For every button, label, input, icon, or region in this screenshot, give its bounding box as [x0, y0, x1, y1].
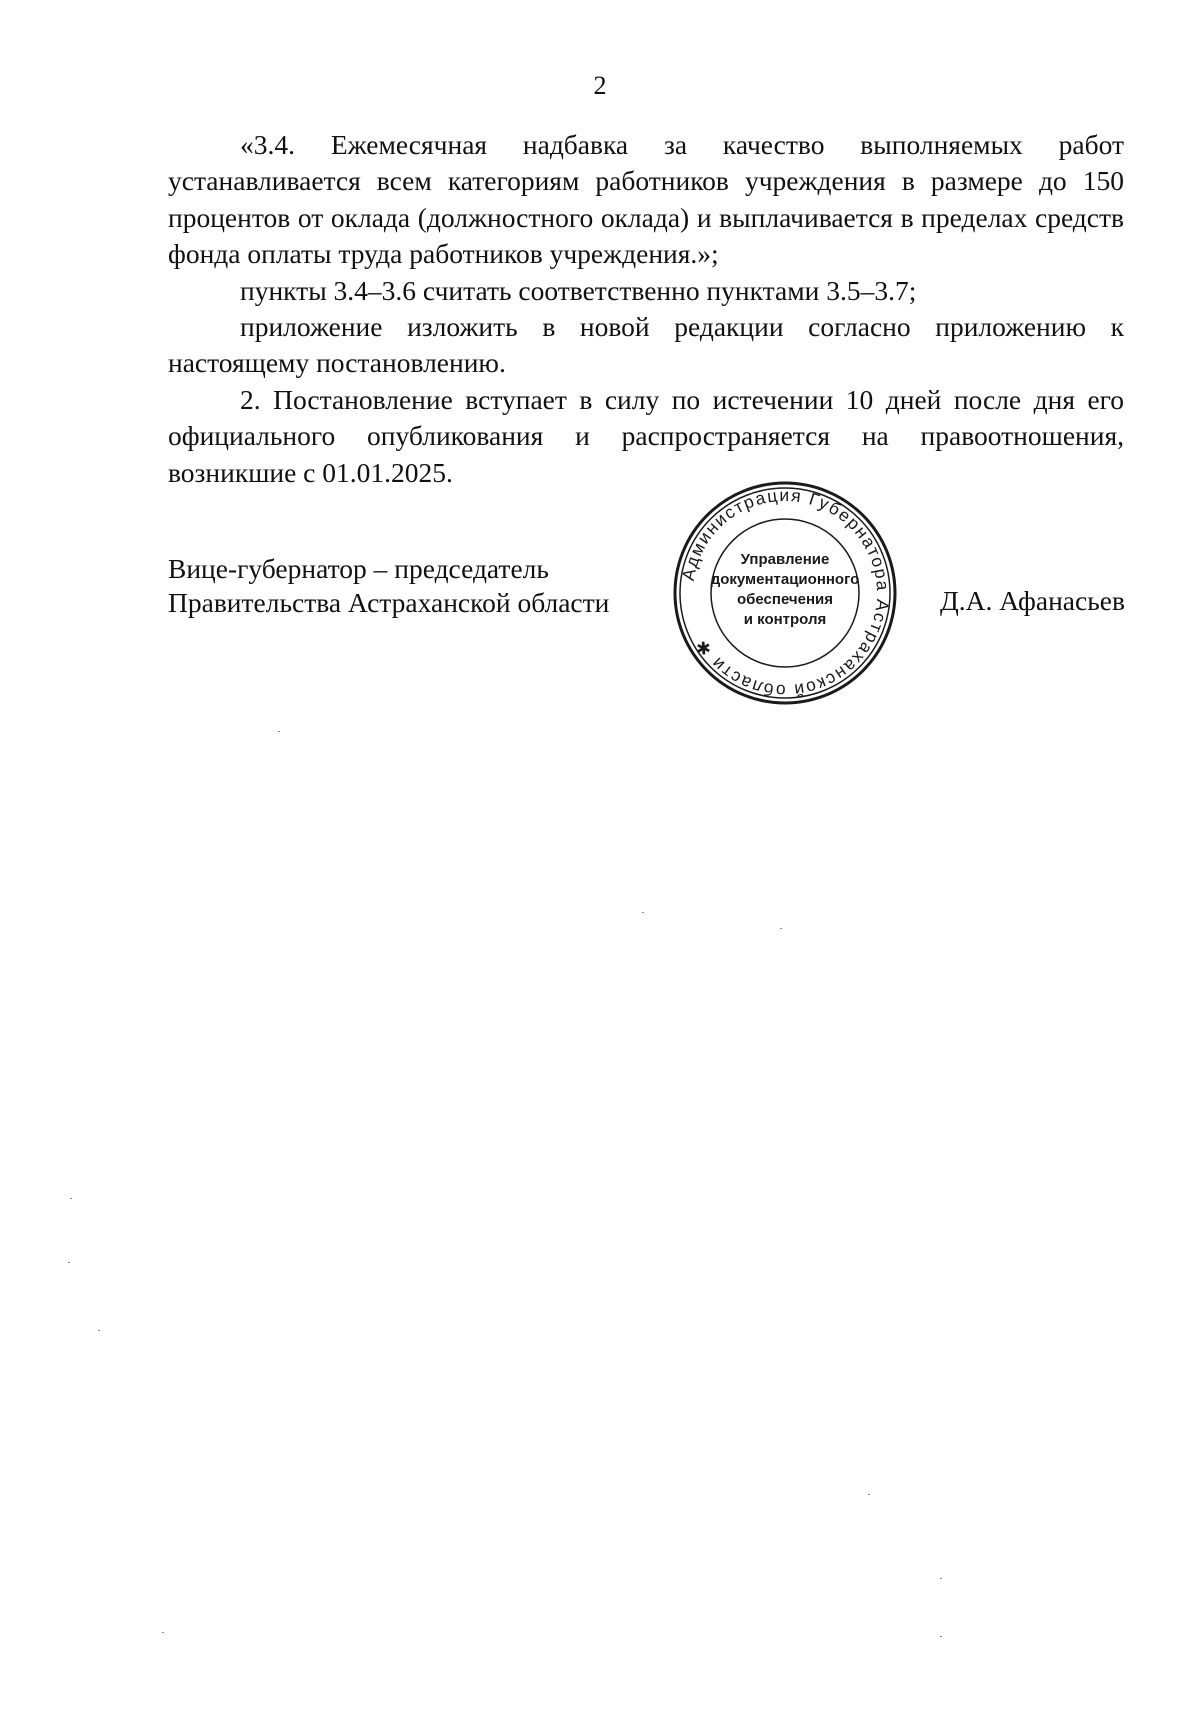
seal-center-line-2: документационного — [710, 571, 860, 588]
scan-speck — [940, 1636, 942, 1637]
seal-center-line-1: Управление — [740, 551, 830, 568]
official-seal — [670, 478, 900, 708]
scan-speck — [70, 1198, 72, 1199]
paragraph-3-4: «3.4. Ежемесячная надбавка за качество выполняемых работ устанавливается всем категориям работников учреждения в размере до 150 процентов от оклада (должностного оклада) и выплачивается в пределах средств фонда оплаты труда работников учреждения.»; — [168, 129, 1124, 270]
scan-speck — [780, 928, 782, 929]
scan-speck — [162, 1632, 164, 1633]
page-number: 2 — [593, 71, 607, 100]
paragraph-effective-date: 2. Постановление вступает в силу по истечении 10 дней после дня его официального опубликования и распространяется на правоотношения, возникшие с 01.01.2025. — [168, 383, 1124, 488]
scan-speck — [278, 731, 280, 732]
seal-center-line-4: и контроля — [743, 611, 827, 628]
signatory-position-line-2: Правительства Астраханской области — [168, 587, 610, 618]
scan-speck — [68, 1262, 70, 1263]
seal-ring-text: Администрация Губернатора Астраханской области ✱ — [677, 484, 894, 702]
scan-speck — [940, 1578, 942, 1579]
signatory-name: Д.А. Афанасьев — [940, 585, 1125, 616]
signatory-position-line-1: Вице-губернатор – председатель — [168, 553, 549, 584]
signatory-position — [168, 552, 609, 620]
paragraph-appendix: приложение изложить в новой редакции согласно приложению к настоящему постановлению. — [168, 311, 1124, 379]
body-text — [168, 127, 1124, 491]
scan-speck — [868, 1494, 870, 1495]
paragraph-renumbering: пункты 3.4–3.6 считать соответственно пунктами 3.5–3.7; — [240, 274, 917, 306]
scan-speck — [98, 1330, 100, 1331]
seal-center-line-3: обеспечения — [736, 591, 834, 608]
scan-speck — [642, 912, 644, 913]
